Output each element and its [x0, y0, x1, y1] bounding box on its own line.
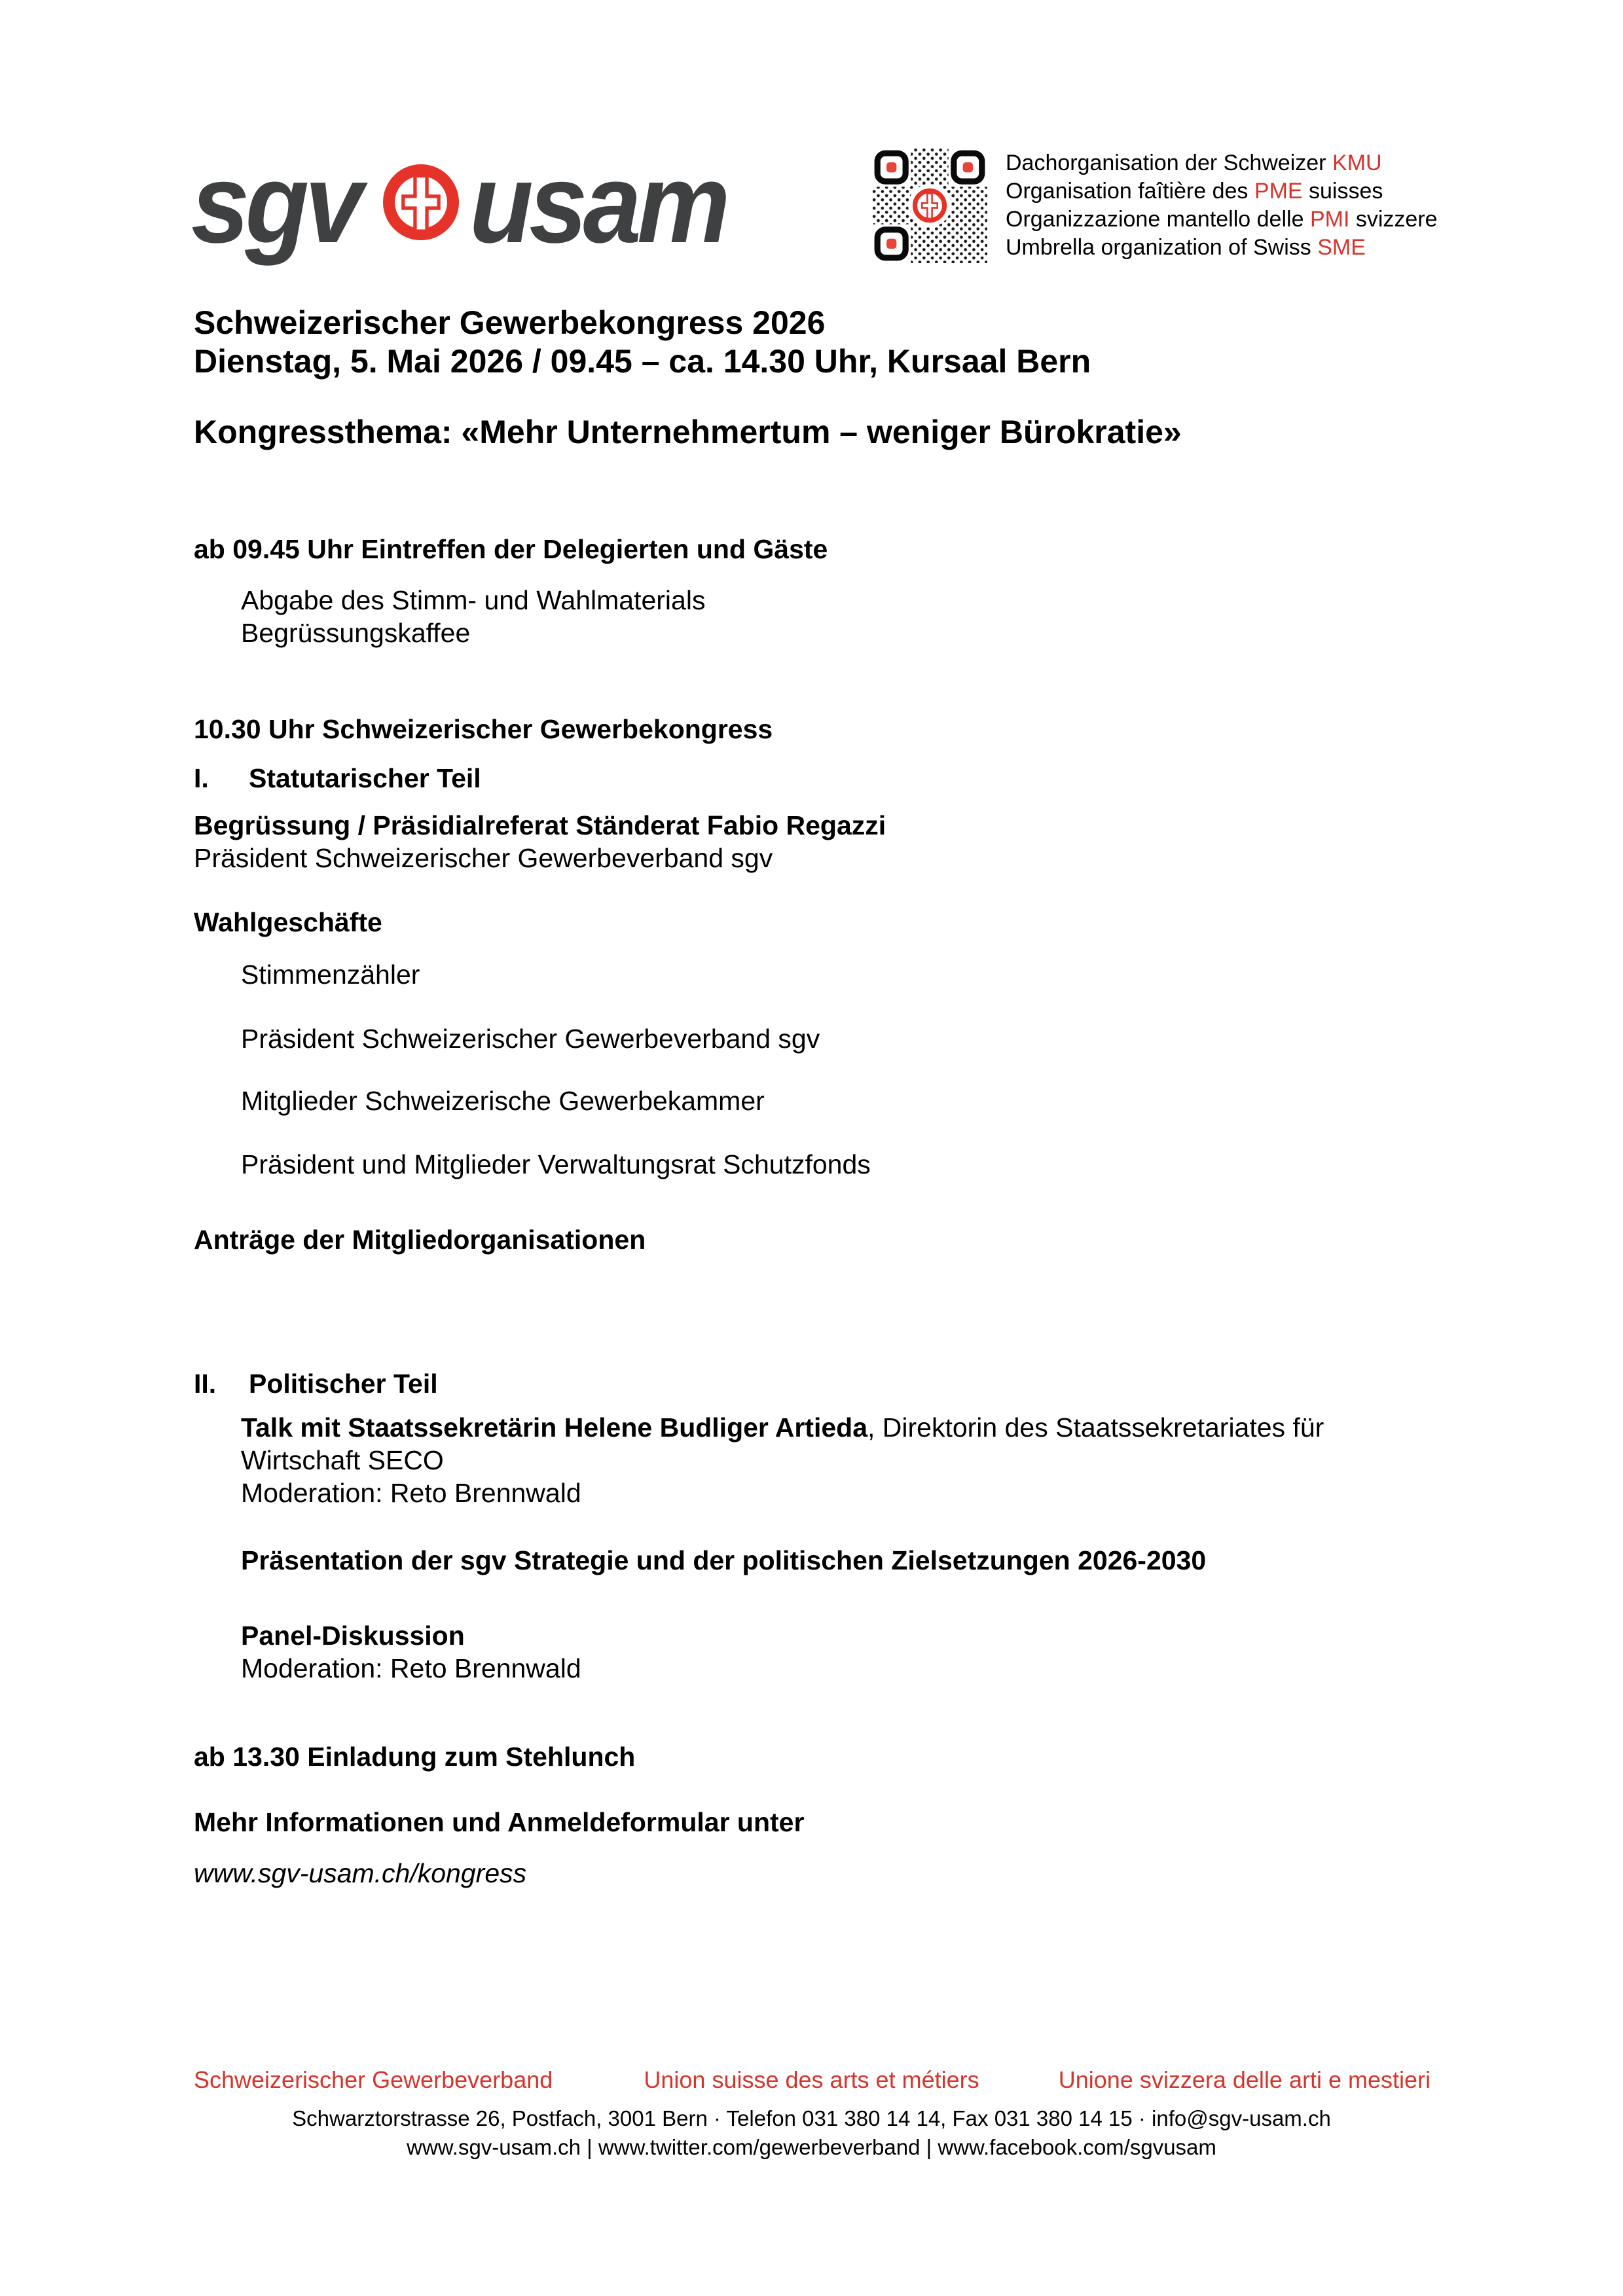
acronym-kmu: KMU [1332, 151, 1382, 175]
list-item: Präsident und Mitglieder Verwaltungsrat Schutzfonds [194, 1148, 871, 1181]
panel-bullet [194, 1619, 1429, 1685]
congress-link[interactable]: www.sgv-usam.ch/kongress [194, 1858, 527, 1888]
section-numeral: I. [194, 763, 209, 793]
logo-text-usam: usam [469, 141, 727, 266]
section-numeral: II. [194, 1369, 217, 1399]
bullet-icon [194, 617, 241, 628]
sgv-usam-logo [191, 141, 746, 266]
acronym-pmi: PMI [1309, 207, 1350, 232]
footer-org-fr: Union suisse des arts et métiers [644, 2066, 979, 2093]
bullet-icon [194, 584, 241, 596]
list-item: Mitglieder Schweizerische Gewerbekammer [194, 1085, 765, 1117]
list-item: Begrüssungskaffee [194, 617, 705, 649]
title-line-2: Dienstag, 5. Mai 2026 / 09.45 – ca. 14.30 Uhr, Kursaal Bern [194, 343, 1091, 380]
talk-moderation: Moderation: Reto Brennwald [241, 1478, 581, 1508]
list-item: Präsident Schweizerischer Gewerbeverband sgv [194, 1022, 820, 1055]
bullet-icon [194, 1148, 241, 1160]
strategy-bullet: Präsentation der sgv Strategie und der politischen Zielsetzungen 2026-2030 [194, 1544, 1206, 1577]
footer-org-it: Unione svizzera delle arti e mestieri [1058, 2066, 1431, 2093]
welcome-heading: Begrüssung / Präsidialreferat Ständerat Fabio Regazzi [194, 810, 886, 840]
organization-caption [1006, 149, 1438, 262]
section-title: Statutarischer Teil [249, 763, 481, 793]
talk-title: Talk mit Staatssekretärin Helene Budliger Artieda [241, 1412, 867, 1443]
caption-line-de: Dachorganisation der Schweizer KMU [1006, 151, 1382, 175]
bullet-icon [194, 1022, 241, 1034]
logo-text-sgv: sgv [191, 141, 359, 266]
talk-bullet [194, 1411, 1429, 1509]
section-part2 [194, 1367, 438, 1400]
motions-heading: Anträge der Mitgliedorganisationen [194, 1225, 646, 1255]
footer-address: Schwarztorstrasse 26, Postfach, 3001 Bern · Telefon 031 380 14 14, Fax 031 380 14 15 · info@sgv-usam.ch [292, 2106, 1331, 2130]
panel-moderation: Moderation: Reto Brennwald [241, 1653, 581, 1683]
lunch-heading: ab 13.30 Einladung zum Stehlunch [194, 1742, 636, 1772]
panel-title: Panel-Diskussion [241, 1621, 465, 1651]
acronym-pme: PME [1254, 179, 1303, 204]
bullet-icon [194, 1411, 241, 1423]
list-item: Stimmenzähler [194, 958, 420, 991]
talk-description: , Direktorin des Staatssekretariates für Wirtschaft SECO [241, 1412, 1324, 1475]
acronym-sme: SME [1317, 235, 1366, 260]
section-part1 [194, 762, 481, 795]
caption-line-it: Organizzazione mantello delle PMI svizzere [1006, 207, 1438, 232]
footer-weblinks: www.sgv-usam.ch | www.twitter.com/gewerbeverband | www.facebook.com/sgvusam [407, 2135, 1216, 2159]
page-title [194, 304, 1091, 381]
list-item: Abgabe des Stimm- und Wahlmaterials [194, 584, 705, 617]
congress-theme: Kongressthema: «Mehr Unternehmertum – weniger Bürokratie» [194, 414, 1182, 450]
section-title: Politischer Teil [249, 1369, 438, 1399]
qr-code [872, 148, 987, 266]
caption-line-en: Umbrella organization of Swiss SME [1006, 235, 1366, 260]
caption-line-fr: Organisation faîtière des PME suisses [1006, 179, 1383, 204]
bullet-icon [194, 958, 241, 970]
swiss-cross-ring-icon [378, 159, 464, 249]
footer-org-de: Schweizerischer Gewerbeverband [194, 2066, 553, 2093]
bullet-icon [194, 1544, 241, 1556]
congress-heading: 10.30 Uhr Schweizerischer Gewerbekongress [194, 714, 773, 744]
elections-heading: Wahlgeschäfte [194, 907, 382, 937]
bullet-icon [194, 1619, 241, 1631]
arrival-bullets [194, 584, 705, 649]
welcome-block [194, 809, 886, 874]
arrival-heading: ab 09.45 Uhr Eintreffen der Delegierten und Gäste [194, 534, 828, 564]
title-line-1: Schweizerischer Gewerbekongress 2026 [194, 304, 826, 341]
welcome-subtitle: Präsident Schweizerischer Gewerbeverband sgv [194, 843, 773, 873]
info-heading: Mehr Informationen und Anmeldeformular unter [194, 1807, 805, 1837]
bullet-icon [194, 1085, 241, 1096]
